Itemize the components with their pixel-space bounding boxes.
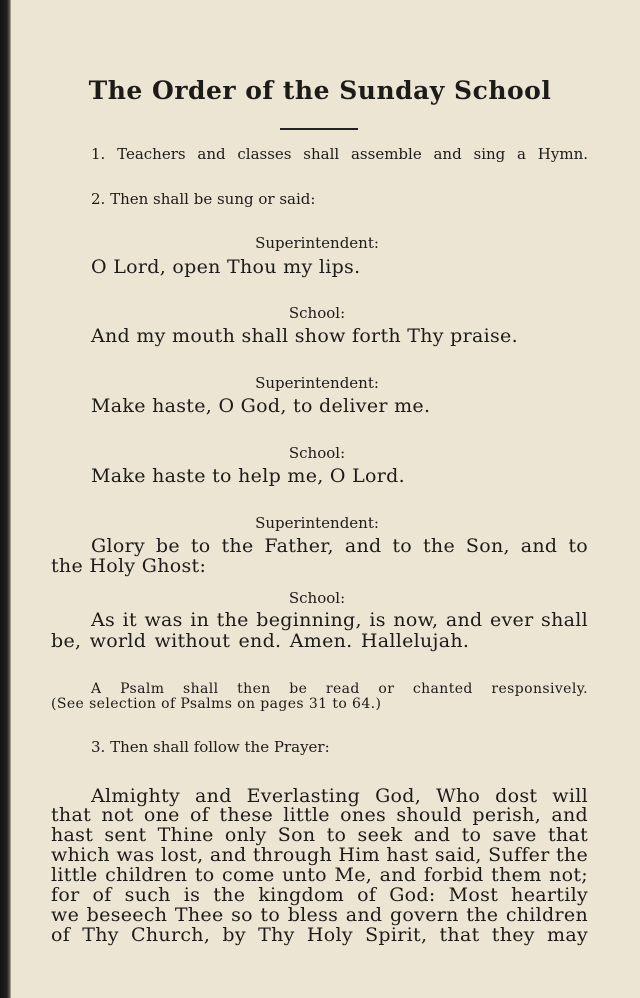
- prayer-line: for of such is the kingdom of God: Most heartily: [51, 884, 588, 906]
- speaker-label: School:: [288, 304, 346, 322]
- response-text: Make haste to help me, O Lord.: [91, 465, 405, 487]
- title-divider: [280, 128, 358, 130]
- prayer-line: which was lost, and through Him hast said, Suffer the: [51, 844, 588, 866]
- response-text: O Lord, open Thou my lips.: [91, 256, 361, 278]
- step-3: 3. Then shall follow the Prayer:: [91, 738, 330, 756]
- response-text: Make haste, O God, to deliver me.: [91, 395, 431, 417]
- step-1: 1. Teachers and classes shall assemble and sing a Hymn.: [91, 145, 588, 163]
- response-text: be, world without end. Amen. Hallelujah.: [51, 630, 470, 652]
- step-2: 2. Then shall be sung or said:: [91, 190, 316, 208]
- speaker-label: Superintendent:: [255, 234, 379, 252]
- page-title: The Order of the Sunday School: [88, 76, 552, 105]
- prayer-line: little children to come unto Me, and forbid them not;: [51, 864, 588, 886]
- speaker-label: Superintendent:: [255, 374, 379, 392]
- prayer-line: that not one of these little ones should perish, and: [51, 804, 588, 826]
- response-text: the Holy Ghost:: [51, 555, 207, 577]
- prayer-line: of Thy Church, by Thy Holy Spirit, that they may: [51, 924, 588, 946]
- prayer-line: Almighty and Everlasting God, Who dost will: [91, 785, 588, 807]
- speaker-label: Superintendent:: [255, 514, 379, 532]
- prayer-line: we beseech Thee so to bless and govern the children: [51, 904, 588, 926]
- prayer-line: hast sent Thine only Son to seek and to save that: [51, 824, 588, 846]
- page-binding-edge: [0, 0, 11, 998]
- speaker-label: School:: [288, 589, 346, 607]
- response-text: As it was in the beginning, is now, and ever shall: [91, 609, 588, 631]
- response-text: Glory be to the Father, and to the Son, and to: [91, 535, 588, 557]
- speaker-label: School:: [288, 444, 346, 462]
- psalm-note: A Psalm shall then be read or chanted responsively.: [91, 681, 588, 697]
- psalm-note: (See selection of Psalms on pages 31 to 64.): [51, 696, 382, 712]
- response-text: And my mouth shall show forth Thy praise.: [91, 325, 518, 347]
